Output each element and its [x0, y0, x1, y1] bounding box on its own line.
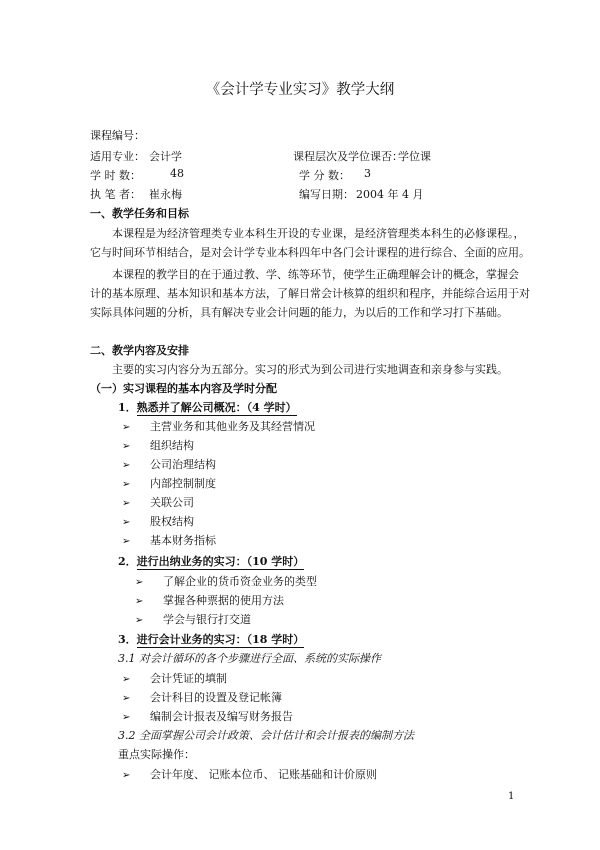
- list-item: ➢ 学会与银行打交道: [135, 613, 251, 626]
- list-item: ➢ 公司治理结构: [122, 458, 216, 471]
- section-heading-2: 二、教学内容及安排: [90, 344, 189, 357]
- major-value: 会计学: [149, 150, 182, 163]
- list-item: ➢ 内部控制制度: [122, 477, 216, 490]
- item-2-heading: [118, 553, 304, 569]
- list-item: ➢ 会计凭证的填制: [122, 672, 227, 685]
- subsection-3-1: 3.1 对会计循环的各个步骤进行全面、系统的实际操作: [118, 652, 381, 665]
- arrow-bullet-icon: ➢: [122, 498, 131, 509]
- page-title: 《会计学专业实习》教学大纲: [205, 82, 395, 98]
- course-no-label: 课程编号：: [90, 129, 145, 142]
- arrow-bullet-icon: ➢: [122, 693, 131, 704]
- level-label: 课程层次及学位课否：: [293, 150, 403, 163]
- section-heading-1: 一、教学任务和目标: [90, 207, 189, 220]
- hours-label: 学 时 数：: [90, 169, 141, 182]
- focus-label: 重点实际操作：: [118, 748, 195, 761]
- hours-value: 48: [170, 167, 184, 180]
- level-value: 学位课: [398, 150, 431, 163]
- list-item: ➢ 了解企业的货币资金业务的类型: [135, 575, 317, 588]
- item-2-title: 进行出纳业务的实习：（10 学时）: [136, 555, 305, 568]
- list-item: ➢ 会计科目的设置及登记帐簿: [122, 691, 282, 704]
- credits-label: 学 分 数：: [299, 169, 350, 182]
- arrow-bullet-icon: ➢: [122, 712, 131, 723]
- arrow-bullet-icon: ➢: [122, 517, 131, 528]
- credits-value: 3: [364, 167, 371, 180]
- list-item: ➢ 组织结构: [122, 439, 194, 452]
- list-item: ➢ 基本财务指标: [122, 534, 216, 547]
- paragraph-2-line-3: 实际具体问题的分析，具有解决专业会计问题的能力，为以后的工作和学习打下基础。: [90, 306, 508, 319]
- page-number: 1: [508, 791, 515, 802]
- list-item: ➢ 会计年度、 记账本位币、 记账基础和计价原则: [122, 768, 377, 781]
- item-1-number: 1．: [118, 401, 137, 414]
- paragraph-2-line-1: 本课程的教学目的在于通过教、学、练等环节，使学生正确理解会计的概念，掌握会: [112, 268, 519, 281]
- item-3-number: 3．: [118, 633, 137, 646]
- arrow-bullet-icon: ➢: [122, 536, 131, 547]
- paragraph-2-line-2: 计的基本原理、基本知识和基本方法，了解日常会计核算的组织和程序，并能综合运用于对: [90, 287, 530, 300]
- arrow-bullet-icon: ➢: [122, 422, 131, 433]
- arrow-bullet-icon: ➢: [122, 479, 131, 490]
- item-3-title: 进行会计业务的实习：（18 学时）: [136, 633, 305, 646]
- arrow-bullet-icon: ➢: [135, 596, 144, 607]
- item-3-heading: [118, 631, 304, 647]
- list-item: ➢ 关联公司: [122, 496, 194, 509]
- arrow-bullet-icon: ➢: [135, 577, 144, 588]
- list-item: ➢ 主营业务和其他业务及其经营情况: [122, 420, 315, 433]
- list-item: ➢ 编制会计报表及编写财务报告: [122, 710, 293, 723]
- list-item: ➢ 股权结构: [122, 515, 194, 528]
- arrow-bullet-icon: ➢: [122, 460, 131, 471]
- paragraph-1-line-2: 它与时间环节相结合，是对会计学专业本科四年中各门会计课程的进行综合、全面的应用。: [90, 246, 530, 259]
- section-2-intro: 主要的实习内容分为五部分。实习的形式为到公司进行实地调查和亲身参与实践。: [112, 363, 508, 376]
- arrow-bullet-icon: ➢: [135, 615, 144, 626]
- date-label: 编写日期：: [299, 188, 354, 201]
- item-1-heading: [118, 399, 297, 415]
- subsection-heading-1: （一）实习课程的基本内容及学时分配: [90, 382, 277, 395]
- item-2-number: 2．: [118, 555, 137, 568]
- item-1-title: 熟悉并了解公司概况：（4 学时）: [136, 401, 297, 414]
- list-item: ➢ 掌握各种票据的使用方法: [135, 594, 284, 607]
- arrow-bullet-icon: ➢: [122, 674, 131, 685]
- author-value: 崔永梅: [149, 188, 182, 201]
- arrow-bullet-icon: ➢: [122, 770, 131, 781]
- author-label: 执 笔 者：: [90, 188, 141, 201]
- arrow-bullet-icon: ➢: [122, 441, 131, 452]
- paragraph-1-line-1: 本课程是为经济管理类专业本科生开设的专业课，是经济管理类本科生的必修课程。，: [112, 227, 525, 240]
- subsection-3-2: 3.2 全面掌握公司会计政策、会计估计和会计报表的编制方法: [118, 729, 414, 742]
- major-label: 适用专业：: [90, 150, 145, 163]
- date-value: 2004 年 4 月: [356, 188, 424, 201]
